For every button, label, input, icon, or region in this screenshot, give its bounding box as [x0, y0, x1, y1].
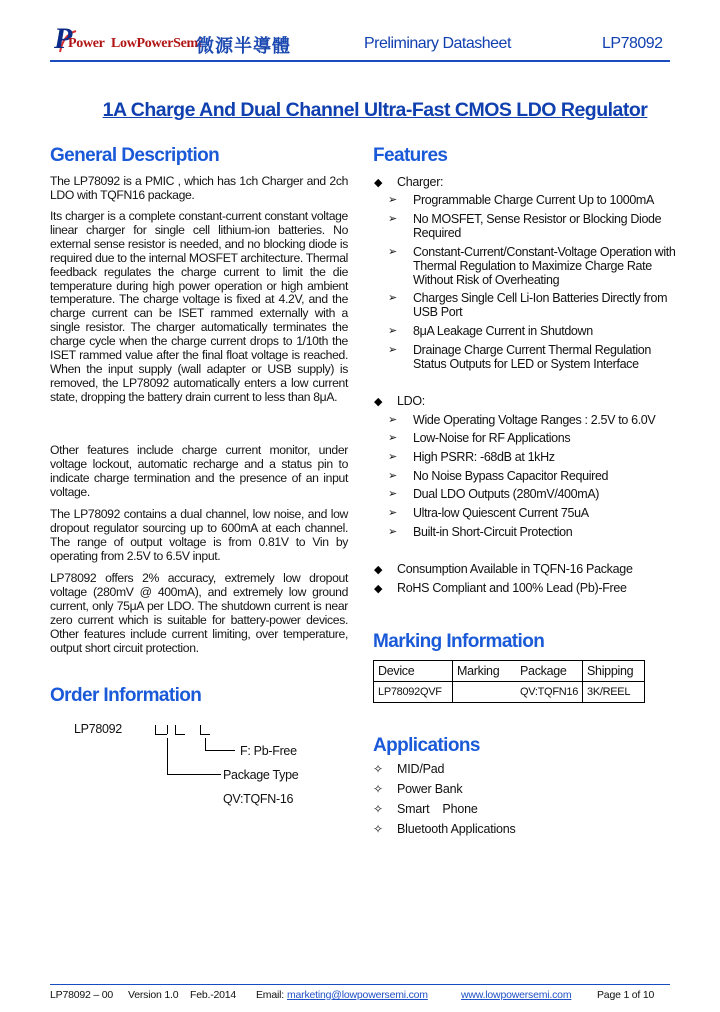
- general-paragraph-4: The LP78092 contains a dual channel, low noise, and low dropout regulator sourcing up to 600mA at each channel. The range of output voltage is from 0.81V to Vin by operating from 2.5V to 6.5V input.: [50, 507, 348, 563]
- arrow-bullet-icon: ➢: [388, 344, 397, 356]
- order-package-type-label: Package Type: [223, 768, 299, 782]
- logo-company-text: LowPowerSemi: [111, 36, 202, 51]
- marking-marking-value: [453, 682, 517, 703]
- arrow-bullet-icon: ➢: [388, 432, 397, 444]
- general-description-heading: General Description: [50, 145, 220, 166]
- header-divider: [50, 60, 670, 62]
- features-heading: Features: [373, 145, 448, 166]
- arrow-bullet-icon: ➢: [388, 325, 397, 337]
- applications-heading: Applications: [373, 735, 480, 756]
- footer-email-label: Email:: [256, 989, 284, 1001]
- footer-doc-id: LP78092 – 00: [50, 989, 113, 1001]
- general-paragraph-3: Other features include charge current monitor, under voltage lockout, automatic recharge and a status pin to indicate charge termination and the presence of an input voltage.: [50, 443, 348, 499]
- package-feature: Consumption Available in TQFN-16 Package: [397, 562, 633, 576]
- order-information-heading: Order Information: [50, 685, 202, 706]
- marking-header-row: [374, 661, 645, 682]
- marking-header-device: Device: [374, 661, 453, 682]
- marking-device-value: LP78092QVF: [374, 682, 453, 703]
- logo-chinese-text: 微源半導體: [196, 36, 291, 57]
- logo-power-text: Power: [68, 36, 105, 51]
- order-package-code: QV:TQFN-16: [223, 792, 294, 806]
- star-bullet-icon: ✧: [373, 782, 383, 796]
- footer-version: Version 1.0: [128, 989, 179, 1001]
- marking-shipping-value: 3K/REEL: [583, 682, 645, 703]
- charger-label: Charger:: [397, 175, 444, 189]
- footer-email-link[interactable]: marketing@lowpowersemi.com: [287, 989, 428, 1001]
- footer-website-link[interactable]: www.lowpowersemi.com: [461, 989, 572, 1001]
- arrow-bullet-icon: ➢: [388, 451, 397, 463]
- arrow-bullet-icon: ➢: [388, 246, 397, 258]
- company-logo: [54, 24, 314, 58]
- star-bullet-icon: ✧: [373, 822, 383, 836]
- footer-date: Feb.-2014: [190, 989, 237, 1001]
- star-bullet-icon: ✧: [373, 762, 383, 776]
- star-bullet-icon: ✧: [373, 802, 383, 816]
- arrow-bullet-icon: ➢: [388, 213, 397, 225]
- header-part-number: LP78092: [602, 35, 663, 52]
- order-pbfree-label: F: Pb-Free: [240, 744, 297, 758]
- header-doc-type: Preliminary Datasheet: [364, 35, 511, 52]
- document-title: 1A Charge And Dual Channel Ultra-Fast CMOS LDO Regulator: [102, 99, 648, 121]
- general-paragraph-2: Its charger is a complete constant-current constant voltage linear charger for single cell lithium-ion batteries. No external sense resistor is needed, and no blocking diode is required due to the internal MOSFET architecture. Thermal feedback regulates the charge current to limit the die temperature during high power operation or high ambient temperature. The charge voltage is fixed at 4.2V, and the charge current can be ISET rammed externally with a single resistor. The charger automatically terminates the charge cycle when the charge current drops to 1/10th the ISET rammed value after the final float voltage is reached. When the input supply (wall adapter or USB supply) is removed, the LP78092 automatically enters a low current state, dropping the battery drain current to less than 8μA.: [50, 209, 348, 404]
- rohs-feature: RoHS Compliant and 100% Lead (Pb)-Free: [397, 581, 627, 595]
- general-paragraph-1: The LP78092 is a PMIC , which has 1ch Charger and 2ch LDO with TQFN16 package.: [50, 174, 348, 202]
- marking-header-marking: Marking: [453, 661, 517, 682]
- arrow-bullet-icon: ➢: [388, 292, 397, 304]
- marking-data-row: [374, 682, 645, 703]
- footer-page-number: Page 1 of 10: [597, 989, 655, 1001]
- marking-header-package: Package: [516, 661, 583, 682]
- marking-header-shipping: Shipping: [583, 661, 645, 682]
- footer-divider: [50, 984, 670, 985]
- logo-letter: P: [54, 22, 73, 55]
- ldo-label: LDO:: [397, 394, 425, 408]
- package-bullet-icon: ◆: [374, 564, 383, 576]
- ldo-bullet-icon: ◆: [374, 396, 383, 408]
- charger-bullet-icon: ◆: [374, 177, 383, 189]
- marking-information-heading: Marking Information: [373, 631, 545, 652]
- arrow-bullet-icon: ➢: [388, 507, 397, 519]
- marking-table: [373, 660, 645, 703]
- arrow-bullet-icon: ➢: [388, 194, 397, 206]
- arrow-bullet-icon: ➢: [388, 470, 397, 482]
- order-part-number: LP78092: [74, 722, 122, 736]
- arrow-bullet-icon: ➢: [388, 414, 397, 426]
- general-paragraph-5: LP78092 offers 2% accuracy, extremely low dropout voltage (280mV @ 400mA), and extremely low ground current, only 75μA per LDO. The shutdown current is near zero current which is suitable for battery-power devices. Other features include current limiting, over temperature, output short circuit protection.: [50, 571, 348, 655]
- rohs-bullet-icon: ◆: [374, 583, 383, 595]
- arrow-bullet-icon: ➢: [388, 526, 397, 538]
- marking-package-value: QV:TQFN16: [516, 682, 583, 703]
- arrow-bullet-icon: ➢: [388, 488, 397, 500]
